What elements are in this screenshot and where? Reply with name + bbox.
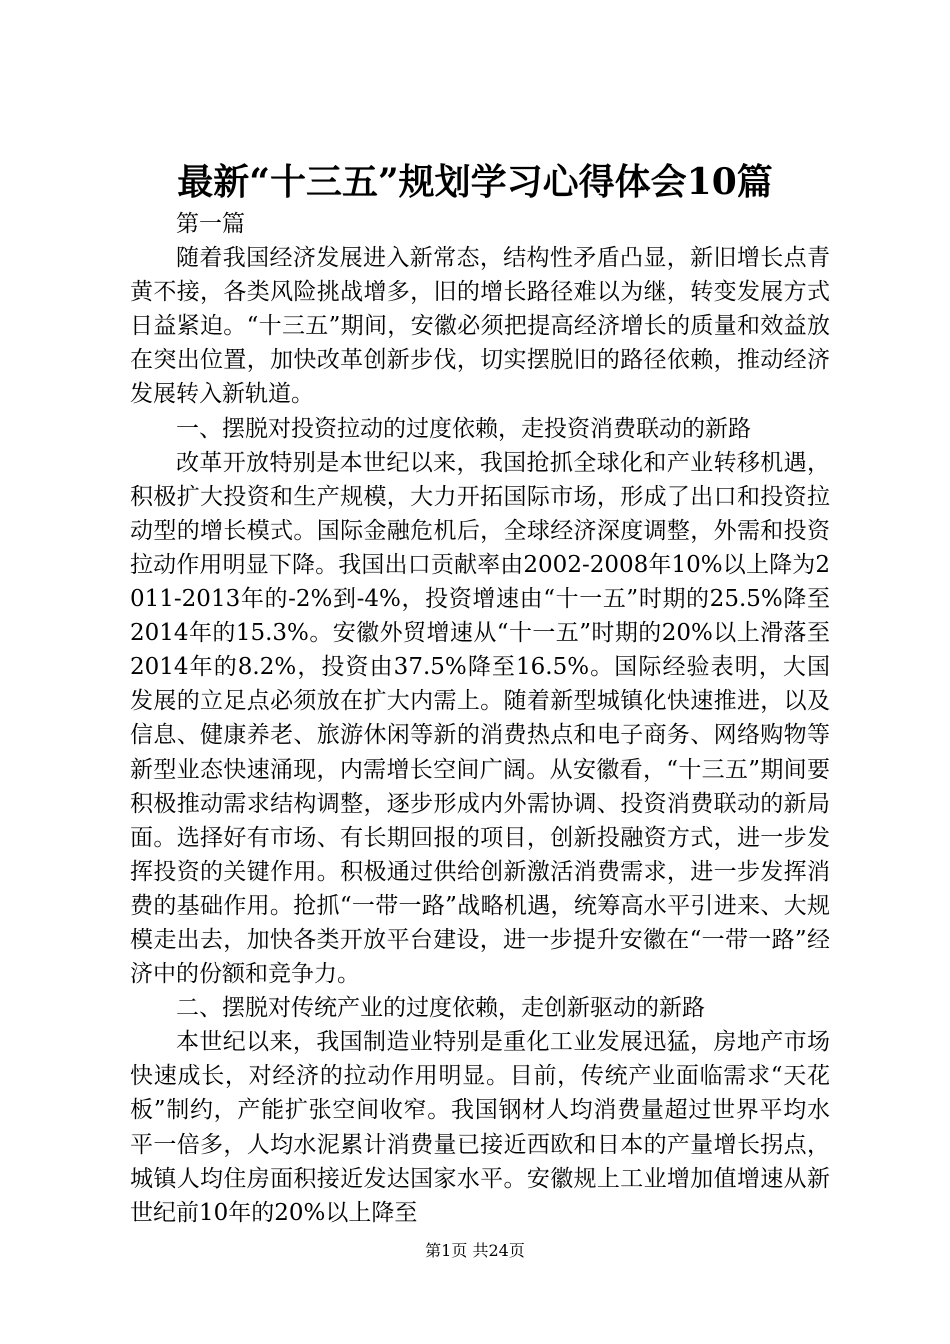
section-label: 第一篇	[176, 211, 245, 237]
document-body	[130, 207, 830, 1230]
section-heading: 二、摆脱对传统产业的过度依赖，走创新驱动的新路	[176, 995, 705, 1022]
page-footer	[0, 1240, 950, 1262]
paragraph: 改革开放特别是本世纪以来，我国抢抓全球化和产业转移机遇，积极扩大投资和生产规模，大力开拓国际市场，形成了出口和投资拉动型的增长模式。国际金融危机后，全球经济深度调整，外需和投资拉动作用明显下降。我国出口贡献率由2002-2008年10%以上降为2011-2013年的-2%到-4%，投资增速由“十一五”时期的25.5%降至2014年的15.3%。安徽外贸增速从“十一五”时期的20%以上滑落至2014年的8.2%，投资由37.5%降至16.5%。国际经验表明，大国发展的立足点必须放在扩大内需上。随着新型城镇化快速推进，以及信息、健康养老、旅游休闲等新的消费热点和电子商务、网络购物等新型业态快速涌现，内需增长空间广阔。从安徽看，“十三五”期间要积极推动需求结构调整，逐步形成内外需协调、投资消费联动的新局面。选择好有市场、有长期回报的项目，创新投融资方式，进一步发挥投资的关键作用。积极通过供给创新激活消费需求，进一步发挥消费的基础作用。抢抓“一带一路”战略机遇，统筹高水平引进来、大规模走出去，加快各类开放平台建设，进一步提升安徽在“一带一路”经济中的份额和竞争力。	[130, 449, 830, 988]
paragraph: 本世纪以来，我国制造业特别是重化工业发展迅猛，房地产市场快速成长，对经济的拉动作用明显。目前，传统产业面临需求“天花板”制约，产能扩张空间收窄。我国钢材人均消费量超过世界平均水平一倍多，人均水泥累计消费量已接近西欧和日本的产量增长拐点，城镇人均住房面积接近发达国家水平。安徽规上工业增加值增速从新世纪前10年的20%以上降至	[130, 1029, 830, 1226]
document-title: 最新“十三五”规划学习心得体会10篇	[177, 161, 773, 203]
page-number: 第1页	[425, 1241, 468, 1260]
page-total: 共24页	[472, 1241, 525, 1260]
section-heading: 一、摆脱对投资拉动的过度依赖，走投资消费联动的新路	[176, 415, 751, 442]
paragraph: 随着我国经济发展进入新常态，结构性矛盾凸显，新旧增长点青黄不接，各类风险挑战增多，旧的增长路径难以为继，转变发展方式日益紧迫。“十三五”期间，安徽必须把提高经济增长的质量和效益放在突出位置，加快改革创新步伐，切实摆脱旧的路径依赖，推动经济发展转入新轨道。	[130, 245, 830, 408]
